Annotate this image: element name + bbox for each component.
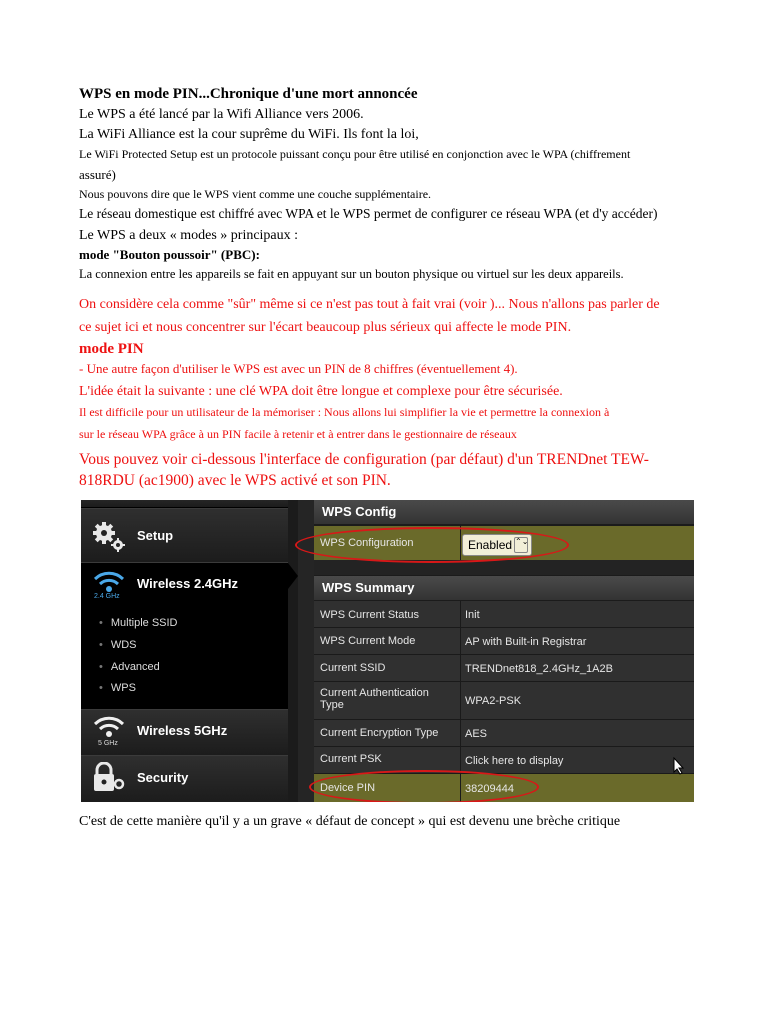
submenu-wds[interactable]: • WDS (99, 639, 137, 651)
submenu-advanced[interactable]: • Advanced (99, 661, 160, 673)
wps-config-heading: WPS Config (314, 500, 694, 524)
red-paragraph: Il est difficile pour un utilisateur de la mémoriser : Nous allons lui simplifier la vie et permettre la connexion à (79, 405, 610, 419)
sidebar-label-wireless-5: Wireless 5GHz (137, 723, 228, 738)
red-paragraph: sur le réseau WPA grâce à un PIN facile à retenir et à entrer dans le gestionnaire de réseaux (79, 427, 517, 441)
red-paragraph: L'idée était la suivante : une clé WPA doit être longue et complexe pour être sécurisée. (79, 384, 563, 399)
red-paragraph: ce sujet ici et nous concentrer sur l'écart beaucoup plus sérieux qui affecte le mode PIN. (79, 320, 572, 335)
sidebar-item-wireless-5[interactable] (81, 709, 288, 756)
band-badge-24: 2.4 GHz (94, 593, 120, 600)
row-value: Init (465, 609, 480, 621)
row-value: TRENDnet818_2.4GHz_1A2B (465, 663, 613, 675)
subheading-pin: mode PIN (79, 341, 144, 357)
submenu-wps[interactable]: • WPS (99, 682, 136, 694)
sidebar-item-setup[interactable] (81, 508, 288, 563)
red-paragraph: Vous pouvez voir ci-dessous l'interface de configuration (par défaut) d'un TRENDnet TEW- (79, 451, 649, 468)
sidebar-item-partial (81, 500, 288, 508)
table-row (314, 682, 694, 720)
red-paragraph: - Une autre façon d'utiliser le WPS est avec un PIN de 8 chiffres (éventuellement 4). (79, 361, 518, 376)
row-value: AES (465, 728, 488, 740)
table-row (314, 747, 694, 774)
select-chevron-icon: ⌃⌄ (514, 537, 528, 553)
highlight-oval-device-pin (309, 770, 539, 802)
sidebar-label-wireless-24: Wireless 2.4GHz (137, 576, 239, 591)
active-pointer (288, 563, 298, 589)
row-key: Device PIN (320, 782, 376, 794)
paragraph: Le WPS a deux « modes » principaux : (79, 228, 299, 243)
red-paragraph: On considère cela comme "sûr" même si ce n'est pas tout à fait vrai (voir )... Nous n'allons pas parler de (79, 297, 660, 312)
table-row (314, 720, 694, 747)
wifi-icon (91, 714, 127, 743)
closing-paragraph: C'est de cette manière qu'il y a un grave « défaut de concept » qui est devenu une brèche critique (79, 814, 621, 829)
sidebar-label-security: Security (137, 770, 189, 785)
lock-key-icon (91, 762, 129, 799)
select-value: Enabled (468, 538, 513, 552)
mouse-cursor-icon (673, 757, 685, 780)
table-row (314, 628, 694, 655)
red-paragraph: 818RDU (ac1900) avec le WPS activé et son PIN. (79, 472, 391, 489)
paragraph: La connexion entre les appareils se fait en appuyant sur un bouton physique ou virtuel sur les deux appareils. (79, 267, 624, 281)
paragraph: Le réseau domestique est chiffré avec WPA et le WPS permet de configurer ce réseau WPA (et d'y accéder) (79, 206, 658, 221)
submenu-multiple-ssid[interactable]: • Multiple SSID (99, 617, 178, 629)
row-key: Current SSID (320, 662, 386, 674)
paragraph: assuré) (79, 167, 116, 182)
sidebar-item-wireless-24[interactable] (81, 562, 288, 710)
sidebar-item-security[interactable] (81, 755, 288, 802)
paragraph: Le WiFi Protected Setup est un protocole puissant conçu pour être utilisé en conjonction avec le WPA (chiffrement (79, 147, 631, 161)
device-pin-value: 38209444 (465, 783, 514, 795)
row-key: Current Encryption Type (320, 727, 439, 739)
paragraph: Le WPS a été lancé par la Wifi Alliance vers 2006. (79, 107, 364, 122)
router-sidebar (81, 500, 288, 802)
wps-summary-heading: WPS Summary (314, 576, 694, 600)
row-key: WPS Current Mode (320, 635, 416, 647)
subheading-pbc: mode "Bouton poussoir" (PBC): (79, 247, 260, 262)
section-gap (314, 560, 694, 575)
highlight-oval-wps-config (295, 527, 569, 563)
band-badge-5: 5 GHz (98, 740, 118, 747)
row-key: Current PSK (320, 753, 382, 765)
paragraph: Nous pouvons dire que le WPS vient comme une couche supplémentaire. (79, 187, 432, 201)
table-row (314, 655, 694, 682)
wps-configuration-label: WPS Configuration (320, 537, 414, 549)
row-key: WPS Current Status (320, 609, 420, 621)
psk-display-link[interactable]: Click here to display (465, 755, 564, 767)
paragraph: La WiFi Alliance est la cour suprême du WiFi. Ils font la loi, (79, 127, 419, 142)
row-value: AP with Built-in Registrar (465, 636, 587, 648)
row-value: WPA2-PSK (465, 695, 522, 707)
table-row (314, 601, 694, 628)
router-screenshot (81, 500, 694, 802)
gear-icon (91, 521, 127, 558)
sidebar-label-setup: Setup (137, 528, 174, 543)
article-title: WPS en mode PIN...Chronique d'une mort annoncée (79, 86, 418, 102)
row-key: Current Authentication Type (320, 687, 429, 711)
